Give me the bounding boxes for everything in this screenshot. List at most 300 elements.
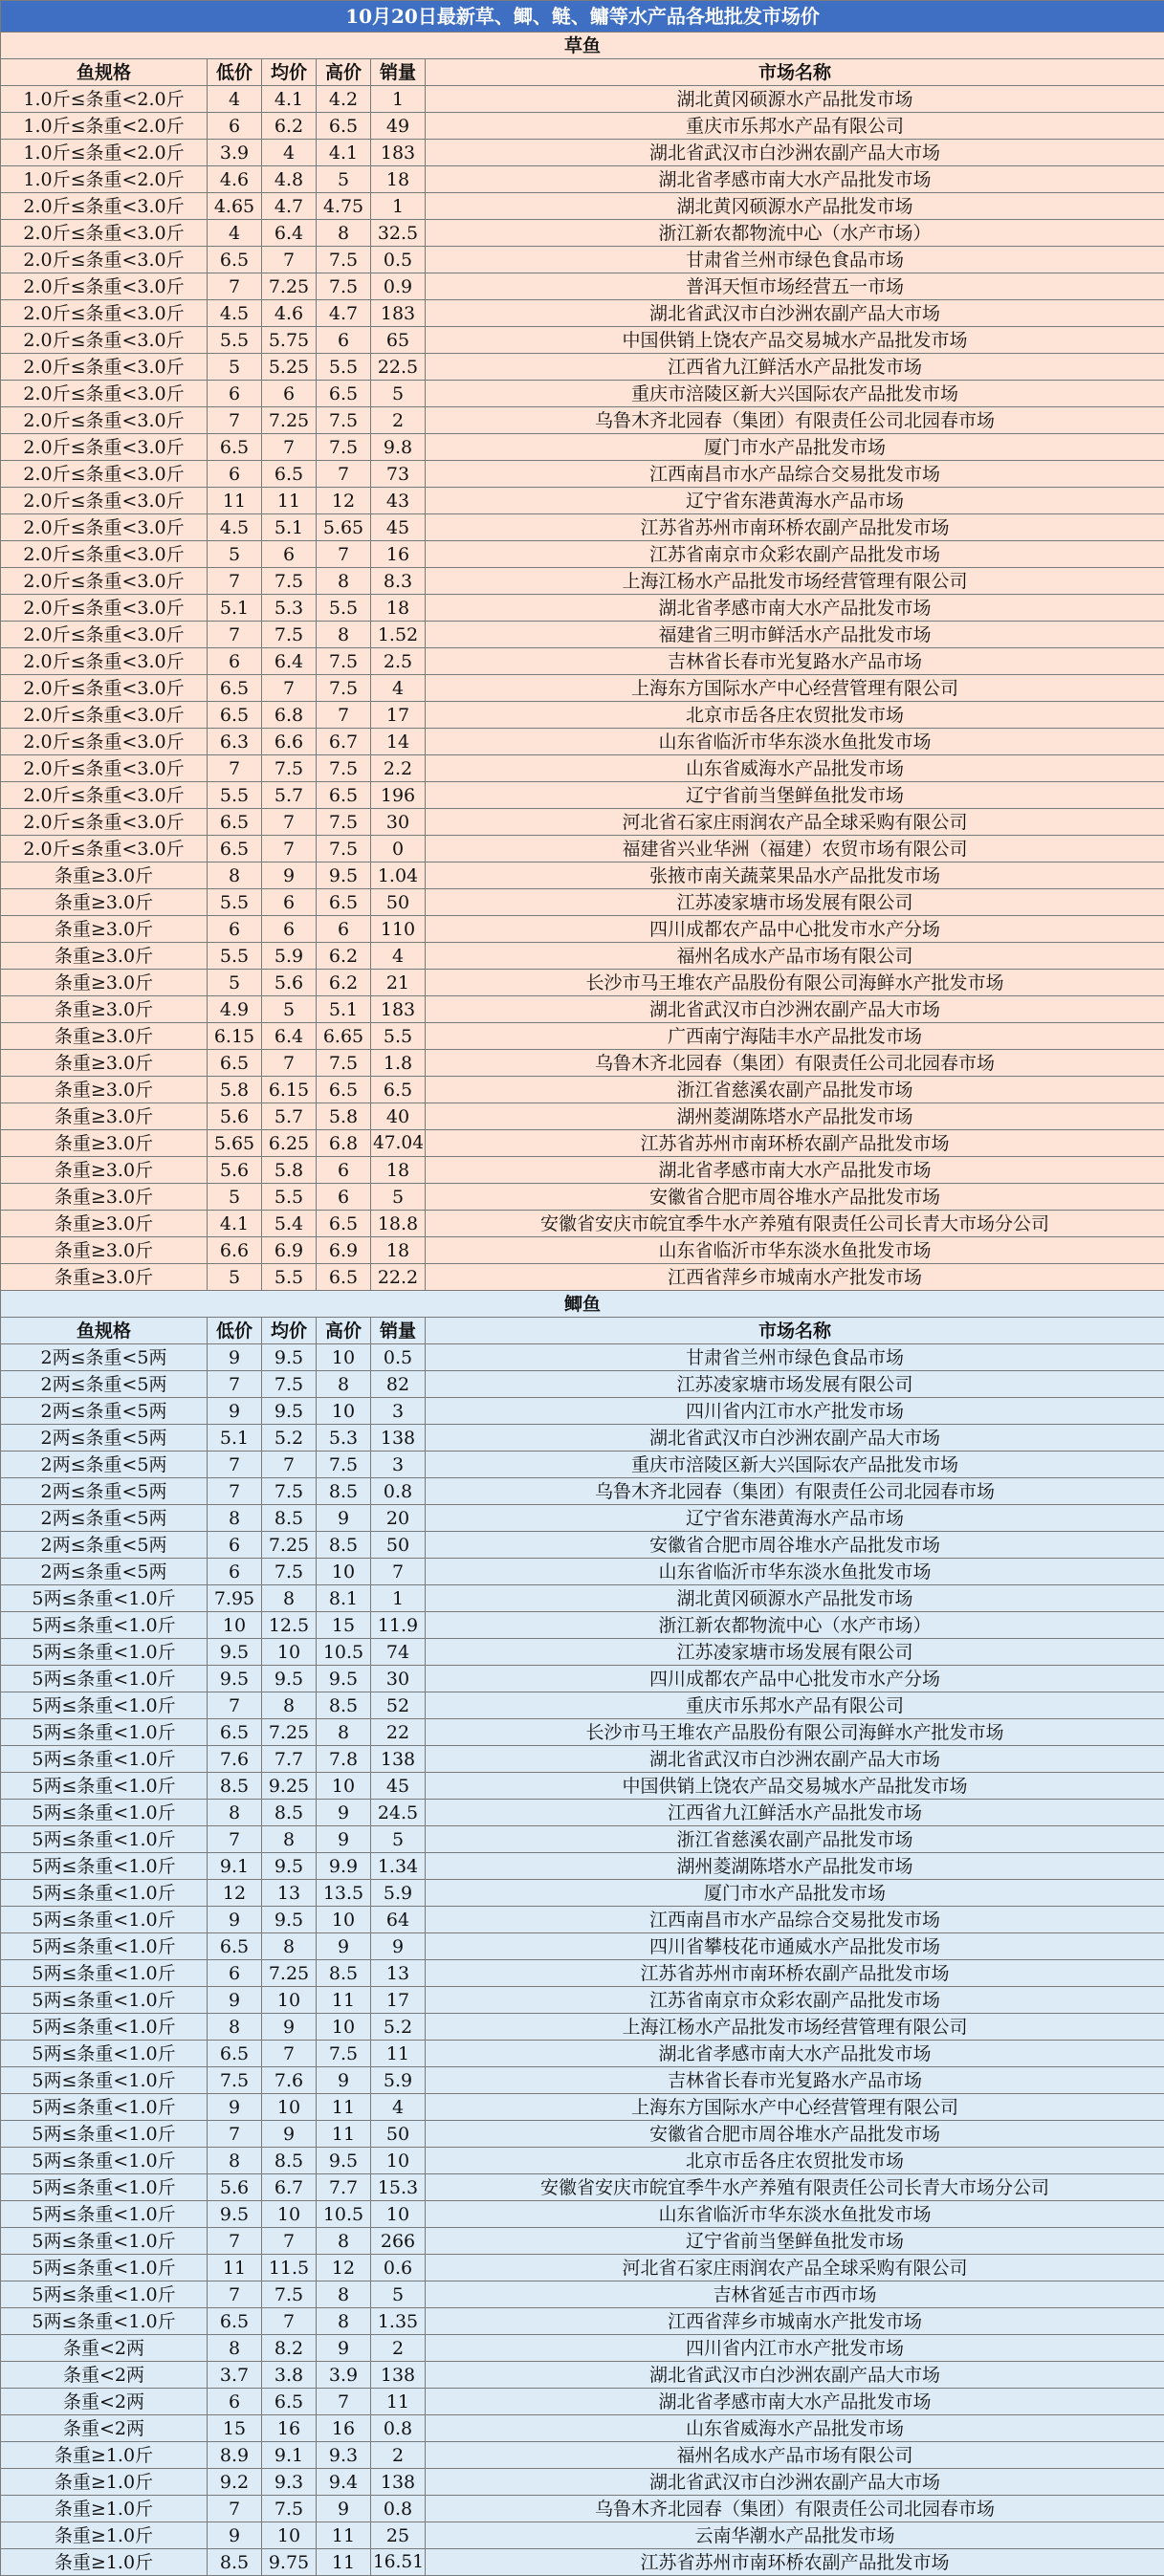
page-title: 10月20日最新草、鲫、鲢、鳙等水产品各地批发市场价 — [1, 1, 1164, 33]
low-price-cell: 6.3 — [208, 729, 262, 755]
low-price-cell: 12 — [208, 1880, 262, 1907]
market-name-cell: 重庆市涪陵区新大兴国际农产品批发市场 — [426, 1452, 1164, 1478]
high-price-cell: 6.65 — [317, 1023, 371, 1050]
volume-cell: 138 — [371, 1746, 426, 1773]
market-name-cell: 江西省萍乡市城南水产批发市场 — [426, 1264, 1164, 1291]
avg-price-cell: 5.3 — [262, 595, 317, 622]
market-name-cell: 广西南宁海陆丰水产品批发市场 — [426, 1023, 1164, 1050]
market-name-cell: 湖北省孝感市南大水产品批发市场 — [426, 1157, 1164, 1184]
volume-cell: 183 — [371, 300, 426, 327]
avg-price-cell: 8.2 — [262, 2335, 317, 2362]
spec-cell: 5两≤条重<1.0斤 — [1, 2255, 208, 2281]
market-name-cell: 上海东方国际水产中心经营管理有限公司 — [426, 675, 1164, 702]
section-title: 鲫鱼 — [1, 1291, 1164, 1318]
avg-price-cell: 4.6 — [262, 300, 317, 327]
volume-cell: 8.3 — [371, 568, 426, 595]
spec-cell: 条重≥1.0斤 — [1, 2549, 208, 2576]
spec-cell: 2两≤条重<5两 — [1, 1398, 208, 1425]
table-row — [1, 2041, 1164, 2067]
section-header — [1, 1291, 1164, 1318]
high-price-cell: 11 — [317, 2121, 371, 2148]
volume-cell: 7 — [371, 1559, 426, 1585]
market-name-cell: 上海江杨水产品批发市场经营管理有限公司 — [426, 568, 1164, 595]
volume-cell: 3 — [371, 1398, 426, 1425]
high-price-cell: 9 — [317, 2067, 371, 2094]
table-row — [1, 836, 1164, 862]
high-price-cell: 8 — [317, 622, 371, 648]
avg-price-cell: 8 — [262, 1585, 317, 1612]
table-row — [1, 648, 1164, 675]
spec-cell: 条重≥3.0斤 — [1, 1130, 208, 1157]
volume-cell: 82 — [371, 1371, 426, 1398]
spec-cell: 条重≥3.0斤 — [1, 1023, 208, 1050]
spec-cell: 2.0斤≤条重<3.0斤 — [1, 300, 208, 327]
market-name-cell: 吉林省长春市光复路水产品市场 — [426, 2067, 1164, 2094]
avg-price-cell: 9.5 — [262, 1344, 317, 1371]
low-price-cell: 5 — [208, 970, 262, 996]
table-row — [1, 1746, 1164, 1773]
market-name-cell: 甘肃省兰州市绿色食品市场 — [426, 247, 1164, 273]
low-price-cell: 9 — [208, 1398, 262, 1425]
table-row — [1, 2067, 1164, 2094]
market-name-cell: 湖北省武汉市白沙洲农副产品大市场 — [426, 1425, 1164, 1452]
low-price-cell: 6.5 — [208, 836, 262, 862]
avg-price-cell: 6.4 — [262, 1023, 317, 1050]
low-price-cell: 8 — [208, 2014, 262, 2041]
volume-cell: 110 — [371, 916, 426, 943]
low-price-cell: 9.1 — [208, 1853, 262, 1880]
market-name-cell: 江苏省苏州市南环桥农副产品批发市场 — [426, 1130, 1164, 1157]
high-price-cell: 5.3 — [317, 1425, 371, 1452]
volume-cell: 1.8 — [371, 1050, 426, 1077]
table-row — [1, 273, 1164, 300]
spec-cell: 2.0斤≤条重<3.0斤 — [1, 782, 208, 809]
spec-cell: 5两≤条重<1.0斤 — [1, 2308, 208, 2335]
high-price-cell: 10 — [317, 2014, 371, 2041]
spec-cell: 2两≤条重<5两 — [1, 1371, 208, 1398]
market-name-cell: 福州名成水产品市场有限公司 — [426, 943, 1164, 970]
volume-cell: 74 — [371, 1639, 426, 1666]
title-row — [1, 1, 1164, 33]
table-row — [1, 862, 1164, 889]
market-name-cell: 湖北省孝感市南大水产品批发市场 — [426, 2389, 1164, 2415]
spec-cell: 5两≤条重<1.0斤 — [1, 1666, 208, 1692]
avg-price-cell: 7 — [262, 1452, 317, 1478]
high-price-cell: 6.7 — [317, 729, 371, 755]
market-name-cell: 安徽省安庆市皖宜季牛水产养殖有限责任公司长青大市场分公司 — [426, 1211, 1164, 1237]
low-price-cell: 5.1 — [208, 595, 262, 622]
volume-cell: 50 — [371, 889, 426, 916]
avg-price-cell: 9.1 — [262, 2442, 317, 2469]
market-name-cell: 吉林省长春市光复路水产品市场 — [426, 648, 1164, 675]
high-price-cell: 6.9 — [317, 1237, 371, 1264]
avg-price-cell: 7 — [262, 247, 317, 273]
market-name-cell: 四川省内江市水产批发市场 — [426, 2335, 1164, 2362]
table-row — [1, 220, 1164, 247]
volume-cell: 5 — [371, 1826, 426, 1853]
volume-cell: 5.9 — [371, 2067, 426, 2094]
table-row — [1, 1960, 1164, 1987]
volume-cell: 183 — [371, 140, 426, 166]
high-price-cell: 9 — [317, 2335, 371, 2362]
low-price-cell: 8 — [208, 2335, 262, 2362]
avg-price-cell: 7 — [262, 809, 317, 836]
spec-cell: 条重<2两 — [1, 2362, 208, 2389]
low-price-cell: 6.15 — [208, 1023, 262, 1050]
market-name-cell: 长沙市马王堆农产品股份有限公司海鲜水产批发市场 — [426, 1719, 1164, 1746]
low-price-cell: 3.9 — [208, 140, 262, 166]
volume-cell: 45 — [371, 514, 426, 541]
avg-price-cell: 6.5 — [262, 2389, 317, 2415]
table-row — [1, 809, 1164, 836]
market-name-cell: 湖北省武汉市白沙洲农副产品大市场 — [426, 2362, 1164, 2389]
high-price-cell: 7.5 — [317, 648, 371, 675]
market-name-cell: 山东省临沂市华东淡水鱼批发市场 — [426, 1559, 1164, 1585]
market-name-cell: 辽宁省东港黄海水产品市场 — [426, 488, 1164, 514]
table-row — [1, 996, 1164, 1023]
low-price-cell: 6.5 — [208, 809, 262, 836]
spec-cell: 2.0斤≤条重<3.0斤 — [1, 648, 208, 675]
volume-cell: 50 — [371, 2121, 426, 2148]
high-price-cell: 6.2 — [317, 970, 371, 996]
market-name-cell: 安徽省安庆市皖宜季牛水产养殖有限责任公司长青大市场分公司 — [426, 2174, 1164, 2201]
spec-cell: 2.0斤≤条重<3.0斤 — [1, 836, 208, 862]
market-name-cell: 重庆市乐邦水产品有限公司 — [426, 113, 1164, 140]
market-name-cell: 厦门市水产品批发市场 — [426, 434, 1164, 461]
market-name-cell: 安徽省合肥市周谷堆水产品批发市场 — [426, 1532, 1164, 1559]
market-name-cell: 湖北黄冈硕源水产品批发市场 — [426, 193, 1164, 220]
avg-price-cell: 7 — [262, 2041, 317, 2067]
market-name-cell: 重庆市涪陵区新大兴国际农产品批发市场 — [426, 381, 1164, 407]
spec-cell: 条重≥3.0斤 — [1, 862, 208, 889]
volume-cell: 11 — [371, 2389, 426, 2415]
table-row — [1, 461, 1164, 488]
avg-price-cell: 8.5 — [262, 1800, 317, 1826]
low-price-cell: 5 — [208, 354, 262, 381]
market-name-cell: 山东省临沂市华东淡水鱼批发市场 — [426, 729, 1164, 755]
table-row — [1, 193, 1164, 220]
market-name-cell: 山东省临沂市华东淡水鱼批发市场 — [426, 1237, 1164, 1264]
avg-price-cell: 7.5 — [262, 2281, 317, 2308]
avg-price-cell: 8 — [262, 1826, 317, 1853]
avg-price-cell: 7.7 — [262, 1746, 317, 1773]
column-header: 销量 — [371, 59, 426, 86]
low-price-cell: 4.6 — [208, 166, 262, 193]
volume-cell: 1.35 — [371, 2308, 426, 2335]
market-name-cell: 山东省临沂市华东淡水鱼批发市场 — [426, 2201, 1164, 2228]
avg-price-cell: 7.25 — [262, 273, 317, 300]
low-price-cell: 6.5 — [208, 1050, 262, 1077]
spec-cell: 2.0斤≤条重<3.0斤 — [1, 514, 208, 541]
avg-price-cell: 12.5 — [262, 1612, 317, 1639]
high-price-cell: 10.5 — [317, 1639, 371, 1666]
low-price-cell: 7.95 — [208, 1585, 262, 1612]
low-price-cell: 8 — [208, 1505, 262, 1532]
volume-cell: 1.34 — [371, 1853, 426, 1880]
spec-cell: 5两≤条重<1.0斤 — [1, 1692, 208, 1719]
volume-cell: 11 — [371, 2041, 426, 2067]
low-price-cell: 9.2 — [208, 2469, 262, 2496]
avg-price-cell: 3.8 — [262, 2362, 317, 2389]
high-price-cell: 8 — [317, 1371, 371, 1398]
avg-price-cell: 5.25 — [262, 354, 317, 381]
column-header: 销量 — [371, 1318, 426, 1344]
table-row — [1, 2201, 1164, 2228]
avg-price-cell: 7.5 — [262, 755, 317, 782]
table-row — [1, 1692, 1164, 1719]
table-row — [1, 166, 1164, 193]
low-price-cell: 6.5 — [208, 2041, 262, 2067]
market-name-cell: 安徽省合肥市周谷堆水产品批发市场 — [426, 2121, 1164, 2148]
avg-price-cell: 7.5 — [262, 622, 317, 648]
high-price-cell: 9 — [317, 1826, 371, 1853]
high-price-cell: 9.5 — [317, 862, 371, 889]
low-price-cell: 9.5 — [208, 1666, 262, 1692]
volume-cell: 18 — [371, 1237, 426, 1264]
market-name-cell: 山东省威海水产品批发市场 — [426, 755, 1164, 782]
market-name-cell: 江苏凌家塘市场发展有限公司 — [426, 1639, 1164, 1666]
table-row — [1, 2442, 1164, 2469]
table-row — [1, 782, 1164, 809]
volume-cell: 1.04 — [371, 862, 426, 889]
market-name-cell: 湖北省孝感市南大水产品批发市场 — [426, 2041, 1164, 2067]
high-price-cell: 6 — [317, 916, 371, 943]
table-row — [1, 140, 1164, 166]
low-price-cell: 7 — [208, 273, 262, 300]
spec-cell: 2.0斤≤条重<3.0斤 — [1, 327, 208, 354]
high-price-cell: 8 — [317, 2308, 371, 2335]
volume-cell: 16 — [371, 541, 426, 568]
table-row — [1, 1639, 1164, 1666]
market-name-cell: 乌鲁木齐北园春（集团）有限责任公司北园春市场 — [426, 1050, 1164, 1077]
market-name-cell: 福州名成水产品市场有限公司 — [426, 2442, 1164, 2469]
volume-cell: 2.5 — [371, 648, 426, 675]
low-price-cell: 7.5 — [208, 2067, 262, 2094]
volume-cell: 4 — [371, 943, 426, 970]
table-row — [1, 1157, 1164, 1184]
market-name-cell: 江苏凌家塘市场发展有限公司 — [426, 889, 1164, 916]
spec-cell: 2两≤条重<5两 — [1, 1559, 208, 1585]
market-name-cell: 湖州菱湖陈塔水产品批发市场 — [426, 1103, 1164, 1130]
high-price-cell: 12 — [317, 2255, 371, 2281]
spec-cell: 2两≤条重<5两 — [1, 1344, 208, 1371]
volume-cell: 138 — [371, 2362, 426, 2389]
low-price-cell: 6 — [208, 461, 262, 488]
volume-cell: 0.5 — [371, 1344, 426, 1371]
avg-price-cell: 7.5 — [262, 1559, 317, 1585]
high-price-cell: 7.5 — [317, 836, 371, 862]
column-header: 低价 — [208, 1318, 262, 1344]
low-price-cell: 5.5 — [208, 782, 262, 809]
avg-price-cell: 10 — [262, 2201, 317, 2228]
table-row — [1, 2094, 1164, 2121]
market-name-cell: 四川省内江市水产批发市场 — [426, 1398, 1164, 1425]
spec-cell: 条重≥3.0斤 — [1, 1184, 208, 1211]
avg-price-cell: 6 — [262, 916, 317, 943]
spec-cell: 条重≥3.0斤 — [1, 889, 208, 916]
table-row — [1, 970, 1164, 996]
low-price-cell: 4 — [208, 220, 262, 247]
spec-cell: 5两≤条重<1.0斤 — [1, 1719, 208, 1746]
high-price-cell: 13.5 — [317, 1880, 371, 1907]
avg-price-cell: 4.1 — [262, 86, 317, 113]
high-price-cell: 11 — [317, 2549, 371, 2576]
low-price-cell: 7 — [208, 1452, 262, 1478]
spec-cell: 1.0斤≤条重<2.0斤 — [1, 86, 208, 113]
low-price-cell: 5.5 — [208, 889, 262, 916]
avg-price-cell: 10 — [262, 1639, 317, 1666]
table-row — [1, 2496, 1164, 2522]
volume-cell: 138 — [371, 2469, 426, 2496]
low-price-cell: 7 — [208, 622, 262, 648]
table-row — [1, 1666, 1164, 1692]
spec-cell: 2.0斤≤条重<3.0斤 — [1, 407, 208, 434]
high-price-cell: 10 — [317, 1398, 371, 1425]
high-price-cell: 7.5 — [317, 675, 371, 702]
volume-cell: 65 — [371, 327, 426, 354]
table-row — [1, 1612, 1164, 1639]
volume-cell: 5.2 — [371, 2014, 426, 2041]
high-price-cell: 9.5 — [317, 2148, 371, 2174]
avg-price-cell: 7.25 — [262, 1960, 317, 1987]
spec-cell: 5两≤条重<1.0斤 — [1, 1585, 208, 1612]
spec-cell: 条重≥1.0斤 — [1, 2469, 208, 2496]
high-price-cell: 3.9 — [317, 2362, 371, 2389]
volume-cell: 0 — [371, 836, 426, 862]
spec-cell: 2两≤条重<5两 — [1, 1425, 208, 1452]
market-name-cell: 张掖市南关蔬菜果品水产品批发市场 — [426, 862, 1164, 889]
low-price-cell: 3.7 — [208, 2362, 262, 2389]
volume-cell: 45 — [371, 1773, 426, 1800]
table-row — [1, 1532, 1164, 1559]
table-row — [1, 889, 1164, 916]
table-row — [1, 354, 1164, 381]
volume-cell: 183 — [371, 996, 426, 1023]
table-row — [1, 113, 1164, 140]
avg-price-cell: 9 — [262, 2121, 317, 2148]
high-price-cell: 12 — [317, 488, 371, 514]
high-price-cell: 6.5 — [317, 1077, 371, 1103]
volume-cell: 24.5 — [371, 1800, 426, 1826]
market-name-cell: 湖北省武汉市白沙洲农副产品大市场 — [426, 140, 1164, 166]
table-row — [1, 595, 1164, 622]
high-price-cell: 5.1 — [317, 996, 371, 1023]
spec-cell: 2两≤条重<5两 — [1, 1452, 208, 1478]
low-price-cell: 6 — [208, 916, 262, 943]
spec-cell: 条重≥3.0斤 — [1, 1157, 208, 1184]
volume-cell: 47.04 — [371, 1130, 426, 1157]
volume-cell: 18 — [371, 1157, 426, 1184]
high-price-cell: 6 — [317, 1157, 371, 1184]
spec-cell: 5两≤条重<1.0斤 — [1, 1746, 208, 1773]
market-name-cell: 乌鲁木齐北园春（集团）有限责任公司北园春市场 — [426, 407, 1164, 434]
spec-cell: 5两≤条重<1.0斤 — [1, 2201, 208, 2228]
spec-cell: 5两≤条重<1.0斤 — [1, 1773, 208, 1800]
avg-price-cell: 6.9 — [262, 1237, 317, 1264]
market-name-cell: 江西南昌市水产品综合交易批发市场 — [426, 1907, 1164, 1933]
volume-cell: 4 — [371, 675, 426, 702]
high-price-cell: 5.5 — [317, 354, 371, 381]
column-header: 鱼规格 — [1, 59, 208, 86]
spec-cell: 2.0斤≤条重<3.0斤 — [1, 434, 208, 461]
spec-cell: 条重<2两 — [1, 2389, 208, 2415]
avg-price-cell: 6.15 — [262, 1077, 317, 1103]
low-price-cell: 5.6 — [208, 1157, 262, 1184]
spec-cell: 条重<2两 — [1, 2335, 208, 2362]
low-price-cell: 7 — [208, 1692, 262, 1719]
low-price-cell: 6.5 — [208, 1719, 262, 1746]
avg-price-cell: 7 — [262, 1050, 317, 1077]
high-price-cell: 8.5 — [317, 1478, 371, 1505]
table-row — [1, 729, 1164, 755]
table-row — [1, 1505, 1164, 1532]
high-price-cell: 9 — [317, 2496, 371, 2522]
table-row — [1, 488, 1164, 514]
avg-price-cell: 10 — [262, 2094, 317, 2121]
volume-cell: 0.8 — [371, 2415, 426, 2442]
market-name-cell: 湖北黄冈硕源水产品批发市场 — [426, 1585, 1164, 1612]
high-price-cell: 9.9 — [317, 1853, 371, 1880]
spec-cell: 条重≥3.0斤 — [1, 1103, 208, 1130]
volume-cell: 0.8 — [371, 1478, 426, 1505]
avg-price-cell: 10 — [262, 1987, 317, 2014]
avg-price-cell: 6.6 — [262, 729, 317, 755]
table-row — [1, 2335, 1164, 2362]
volume-cell: 30 — [371, 809, 426, 836]
spec-cell: 条重≥3.0斤 — [1, 1264, 208, 1291]
column-header: 均价 — [262, 1318, 317, 1344]
market-name-cell: 湖州菱湖陈塔水产品批发市场 — [426, 1853, 1164, 1880]
volume-cell: 49 — [371, 113, 426, 140]
high-price-cell: 8.5 — [317, 1692, 371, 1719]
low-price-cell: 7 — [208, 1478, 262, 1505]
high-price-cell: 7.5 — [317, 1050, 371, 1077]
market-name-cell: 福建省三明市鲜活水产品批发市场 — [426, 622, 1164, 648]
table-row — [1, 2014, 1164, 2041]
high-price-cell: 5.65 — [317, 514, 371, 541]
high-price-cell: 15 — [317, 1612, 371, 1639]
table-row — [1, 1773, 1164, 1800]
table-row — [1, 434, 1164, 461]
high-price-cell: 7 — [317, 2389, 371, 2415]
table-row — [1, 1344, 1164, 1371]
market-name-cell: 江苏凌家塘市场发展有限公司 — [426, 1371, 1164, 1398]
table-row — [1, 1077, 1164, 1103]
market-name-cell: 江西省九江鲜活水产品批发市场 — [426, 1800, 1164, 1826]
low-price-cell: 6 — [208, 2389, 262, 2415]
spec-cell: 条重≥3.0斤 — [1, 916, 208, 943]
market-name-cell: 河北省石家庄雨润农产品全球采购有限公司 — [426, 2255, 1164, 2281]
spec-cell: 2.0斤≤条重<3.0斤 — [1, 220, 208, 247]
volume-cell: 2 — [371, 2442, 426, 2469]
volume-cell: 5 — [371, 381, 426, 407]
low-price-cell: 5.1 — [208, 1425, 262, 1452]
volume-cell: 2 — [371, 2335, 426, 2362]
volume-cell: 50 — [371, 1532, 426, 1559]
avg-price-cell: 4.7 — [262, 193, 317, 220]
spec-cell: 2.0斤≤条重<3.0斤 — [1, 675, 208, 702]
volume-cell: 18 — [371, 595, 426, 622]
low-price-cell: 7 — [208, 568, 262, 595]
spec-cell: 5两≤条重<1.0斤 — [1, 1987, 208, 2014]
high-price-cell: 8.1 — [317, 1585, 371, 1612]
spec-cell: 2.0斤≤条重<3.0斤 — [1, 541, 208, 568]
spec-cell: 条重≥3.0斤 — [1, 1050, 208, 1077]
spec-cell: 2.0斤≤条重<3.0斤 — [1, 193, 208, 220]
avg-price-cell: 7.5 — [262, 2496, 317, 2522]
market-name-cell: 江苏省苏州市南环桥农副产品批发市场 — [426, 514, 1164, 541]
low-price-cell: 9 — [208, 1987, 262, 2014]
